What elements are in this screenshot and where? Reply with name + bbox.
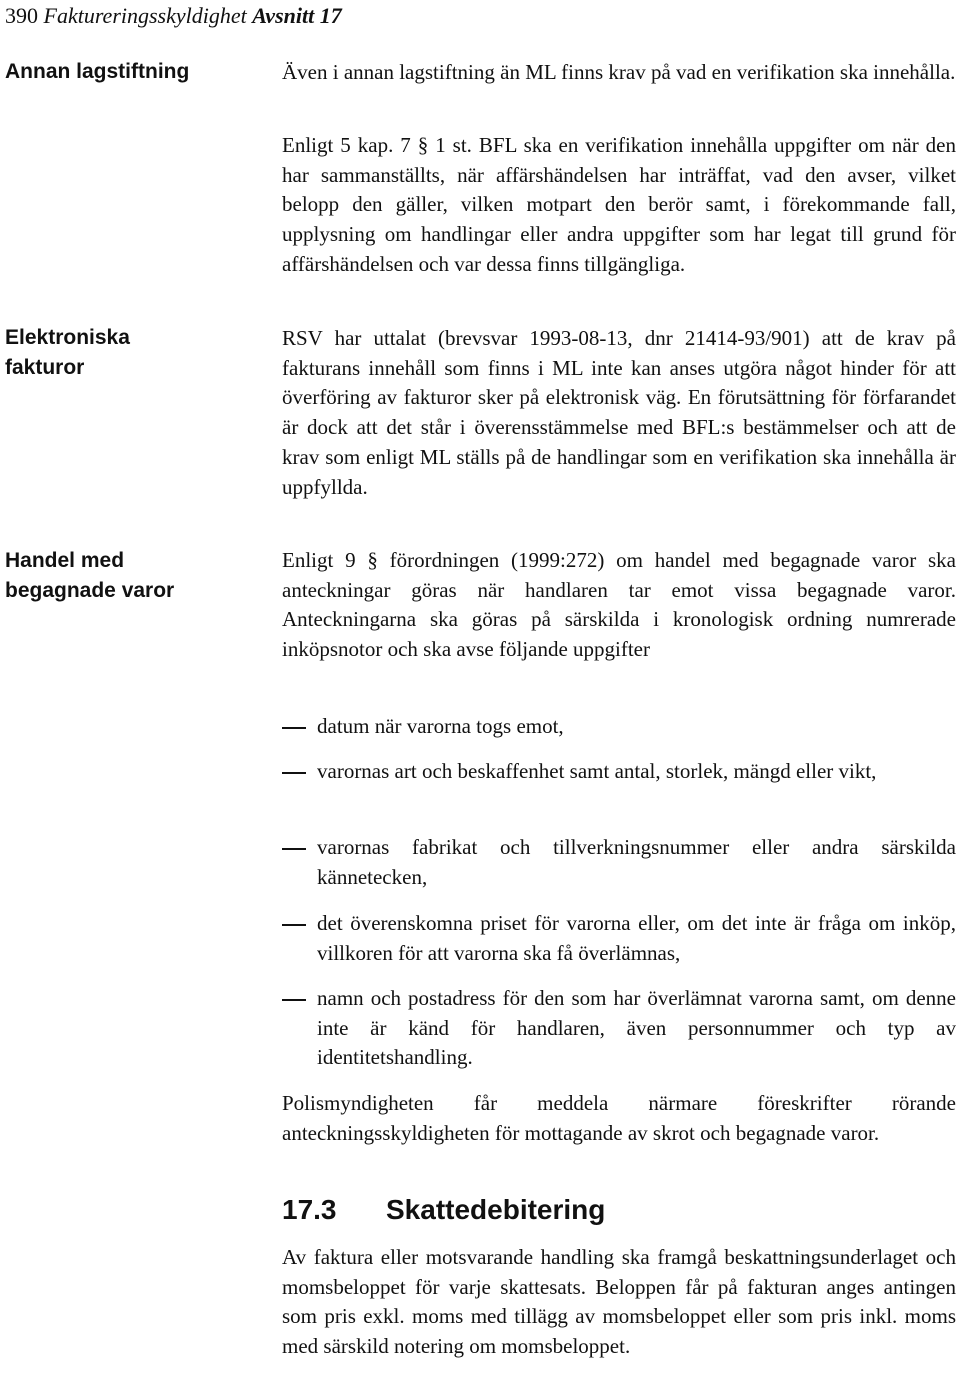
dash-icon (282, 924, 306, 926)
dash-icon (282, 999, 306, 1001)
section-label: Avsnitt 17 (252, 3, 342, 28)
paragraph-elektroniska-fakturor: RSV har uttalat (brevsvar 1993-08-13, dnr 21414-93/901) att de krav på fakturans innehåll som finns i ML inte kan anses utgöra något hinder för att överföring av fakturor sker på elektronisk väg. En förutsättning för förfarandet är dock att det står i överensstämmelse med BFL:s bestämmelser och att de krav som enligt ML ställs på de handlingar som en verifikation ska innehålla är uppfyllda. (282, 326, 956, 499)
list-item-text: namn och postadress för den som har överlämnat varorna samt, om denne inte är känd för handlaren, även personnummer och typ av identitetshandling. (317, 986, 956, 1070)
paragraph-skattedebitering: Av faktura eller motsvarande handling ska framgå beskattningsunderlaget och momsbeloppet för varje skattesats. Beloppen får på fakturan anges antingen som pris exkl. moms med tillägg av momsbeloppet eller som pris inkl. moms med särskild notering om momsbeloppet. (282, 1245, 956, 1359)
margin-note-elektroniska-fakturor: Elektroniska fakturor (5, 326, 130, 379)
list-item (282, 757, 956, 787)
dash-icon (282, 727, 306, 729)
list-item (282, 712, 956, 742)
list-item-text: varornas art och beskaffenhet samt antal, storlek, mängd eller vikt, (317, 759, 877, 783)
paragraph-annan-lagstiftning: Även i annan lagstiftning än ML finns krav på vad en verifikation ska innehålla. (282, 60, 956, 84)
paragraph-begagnade-varor: Enligt 9 § förordningen (1999:272) om handel med begagnade varor ska anteckningar göras när handlaren tar emot vissa begagnade varor. Anteckningarna ska göras på särskilda i kronologisk ordning numrerade inköpsnotor och ska avse följande uppgifter (282, 548, 956, 662)
paragraph-bfl-verifikation: Enligt 5 kap. 7 § 1 st. BFL ska en verifikation innehålla uppgifter om när den har sammanställts, när affärshändelsen har inträffat, vad den avser, vilket belopp den gäller, vilken motpart den berör samt, i förekommande fall, upplysning om handlingar eller andra uppgifter som har legat till grund för affärshändelsen och var dessa finns tillgängliga. (282, 133, 956, 276)
margin-note-handel-med-begagnade-varor: Handel med begagnade varor (5, 549, 175, 602)
page-header (5, 3, 342, 29)
dash-icon (282, 848, 306, 850)
list-item (282, 984, 956, 1073)
page-number: 390 (5, 3, 38, 28)
paragraph-polismyndigheten: Polismyndigheten får meddela närmare föreskrifter rörande anteckningsskyldigheten för mottagande av skrot och begagnade varor. (282, 1091, 956, 1145)
chapter-title: Faktureringsskyldighet (43, 3, 247, 28)
list-item-text: varornas fabrikat och tillverkningsnummer eller andra särskilda kännetecken, (317, 835, 956, 889)
section-number: 17.3 (282, 1194, 337, 1225)
list-item-text: datum när varorna togs emot, (317, 714, 564, 738)
list-item (282, 909, 956, 968)
section-heading (282, 1192, 605, 1228)
list-item (282, 833, 956, 892)
dash-icon (282, 772, 306, 774)
section-title: Skattedebitering (386, 1194, 606, 1225)
margin-note-annan-lagstiftning: Annan lagstiftning (5, 60, 190, 83)
list-item-text: det överenskomna priset för varorna eller, om det inte är fråga om inköp, villkoren för att varorna ska få överlämnas, (317, 911, 956, 965)
